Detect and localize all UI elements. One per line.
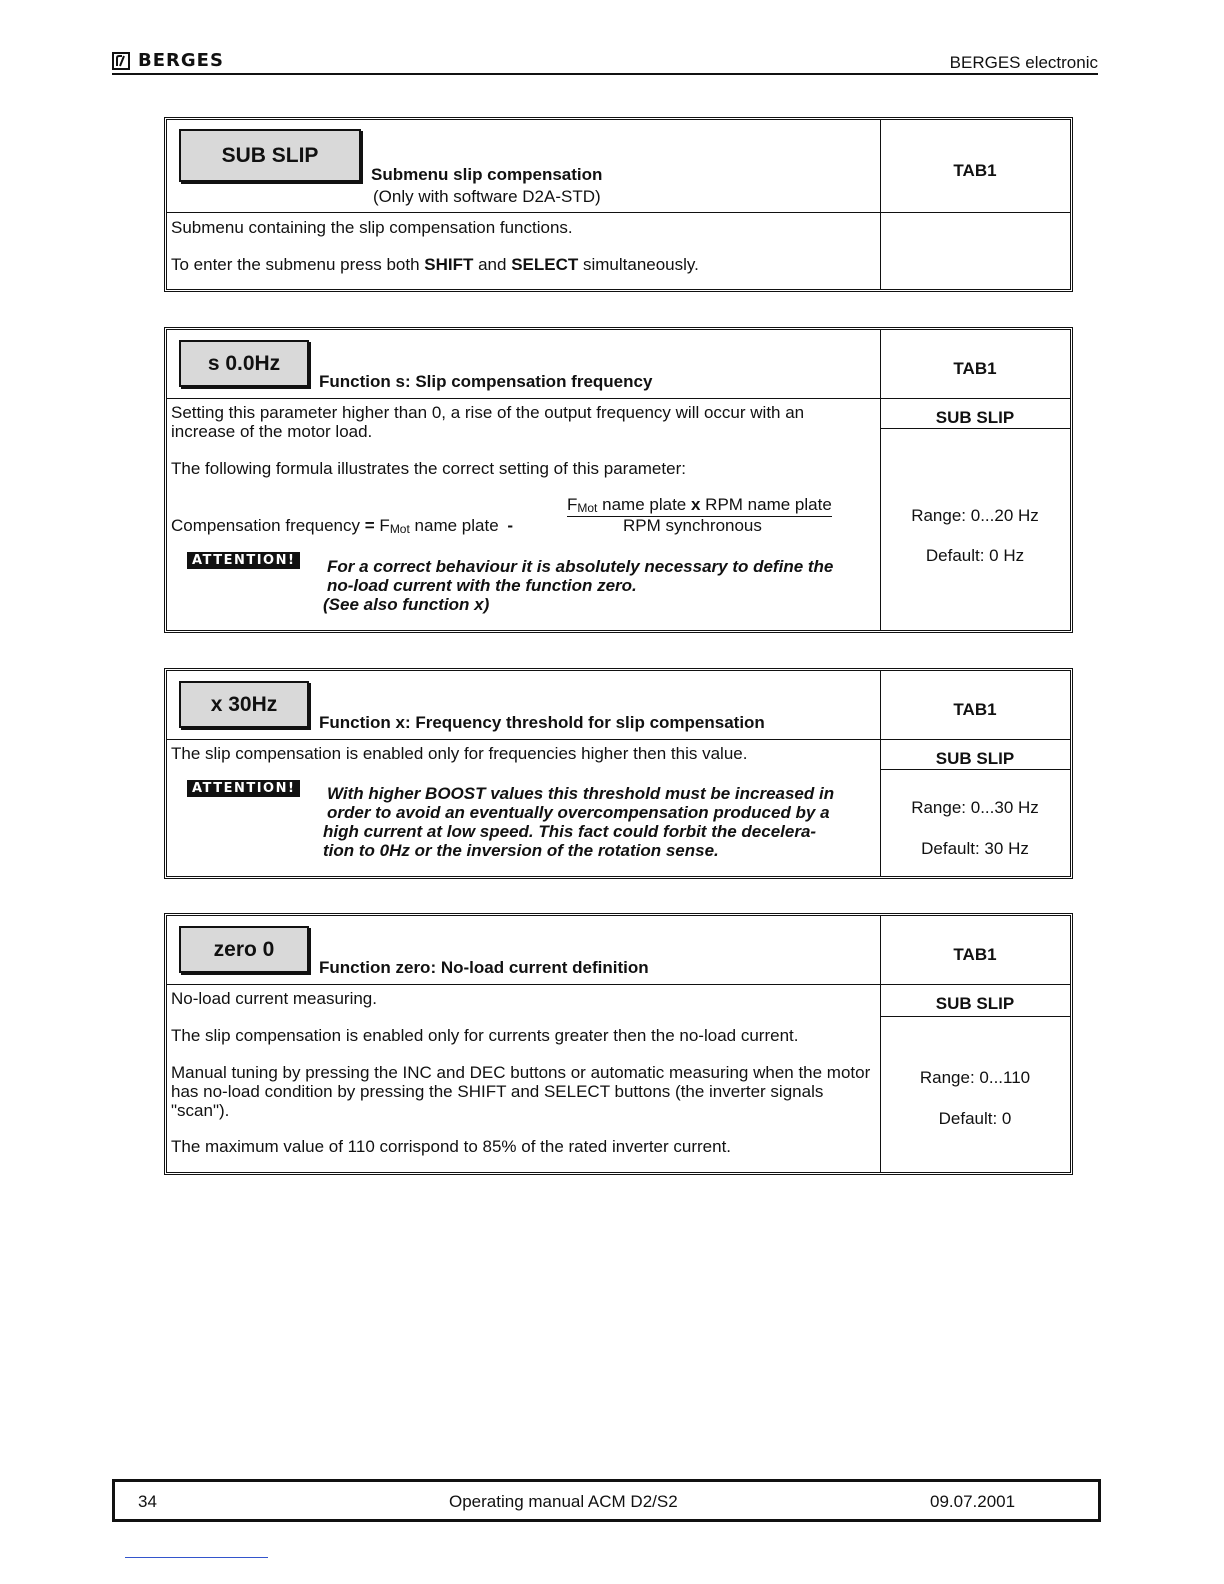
default-value: Default: 0: [938, 1109, 1012, 1128]
section-sub-slip: [164, 117, 1073, 292]
default-value: Default: 0 Hz: [925, 546, 1025, 565]
submenu-label: SUB SLIP: [935, 994, 1015, 1013]
section-function-s: [164, 327, 1073, 633]
attention-text: tion to 0Hz or the inversion of the rotation sense.: [323, 841, 719, 860]
footer-title: Operating manual ACM D2/S2: [449, 1492, 678, 1511]
berges-logo-icon: [112, 52, 130, 70]
brand-logo: [112, 50, 224, 71]
section-function-x: [164, 668, 1073, 879]
footer-date: 09.07.2001: [930, 1492, 1016, 1511]
body-text: The slip compensation is enabled only for frequencies higher then this value.: [171, 744, 748, 763]
header-rule: [112, 73, 1098, 75]
enter-instructions: To enter the submenu press both SHIFT and SELECT simultaneously.: [171, 255, 699, 274]
body-text: Submenu containing the slip compensation functions.: [171, 218, 573, 237]
range-value: Range: 0...20 Hz: [911, 506, 1039, 525]
brand-name: BERGES: [138, 50, 224, 71]
display-s: s 0.0Hz: [179, 340, 309, 387]
range-value: Range: 0...30 Hz: [911, 798, 1039, 817]
attention-text: high current at low speed. This fact could forbit the decelera-: [323, 822, 817, 841]
attention-badge: ATTENTION!: [187, 780, 300, 797]
section-title: Function zero: No-load current definition: [319, 958, 649, 977]
attention-text: For a correct behaviour it is absolutely necessary to define the: [327, 557, 834, 576]
display-zero: zero 0: [179, 926, 309, 973]
formula-denominator: RPM synchronous: [623, 516, 762, 535]
footer-link-rule: [125, 1557, 268, 1558]
section-subtitle: (Only with software D2A-STD): [373, 187, 601, 206]
display-x: x 30Hz: [179, 681, 309, 728]
tab-label: TAB1: [953, 359, 997, 378]
submenu-label: SUB SLIP: [935, 749, 1015, 768]
attention-text: no-load current with the function zero.: [327, 576, 637, 595]
attention-badge: ATTENTION!: [187, 552, 300, 569]
body-text: The slip compensation is enabled only for currents greater then the no-load current.: [171, 1026, 799, 1045]
formula-lhs: Compensation frequency = $F_{Mot}$ name plate -: [171, 516, 514, 536]
body-text: Setting this parameter higher than 0, a rise of the output frequency will occur with an increase of the motor load.: [171, 403, 805, 441]
tab-label: TAB1: [953, 700, 997, 719]
header-company: BERGES electronic: [949, 53, 1098, 72]
section-title: Function s: Slip compensation frequency: [319, 372, 653, 391]
section-title: Submenu slip compensation: [371, 165, 603, 184]
page-number: 34: [138, 1492, 157, 1511]
attention-text: (See also function x): [323, 595, 490, 614]
submenu-label: SUB SLIP: [935, 408, 1015, 427]
body-text: The maximum value of 110 corrispond to 85% of the rated inverter current.: [171, 1137, 732, 1156]
body-text: The following formula illustrates the correct setting of this parameter:: [171, 459, 686, 478]
attention-text: With higher BOOST values this threshold must be increased in: [327, 784, 835, 803]
section-title: Function x: Frequency threshold for slip compensation: [319, 713, 765, 732]
page-footer: [112, 1479, 1101, 1522]
section-function-zero: [164, 913, 1073, 1175]
body-text: Manual tuning by pressing the INC and DEC buttons or automatic measuring when the motor has no-load condition by pressing the SHIFT and SELECT buttons (the inverter signals "scan").: [171, 1063, 871, 1120]
tab-label: TAB1: [953, 945, 997, 964]
tab-label: TAB1: [953, 161, 997, 180]
display-sub-slip: SUB SLIP: [179, 129, 361, 182]
formula-numerator: $F_{Mot}$ name plate x RPM name plate: [567, 495, 832, 515]
range-value: Range: 0...110: [919, 1068, 1031, 1087]
attention-text: order to avoid an eventually overcompensation produced by a: [327, 803, 830, 822]
body-text: No-load current measuring.: [171, 989, 377, 1008]
default-value: Default: 30 Hz: [921, 839, 1029, 858]
